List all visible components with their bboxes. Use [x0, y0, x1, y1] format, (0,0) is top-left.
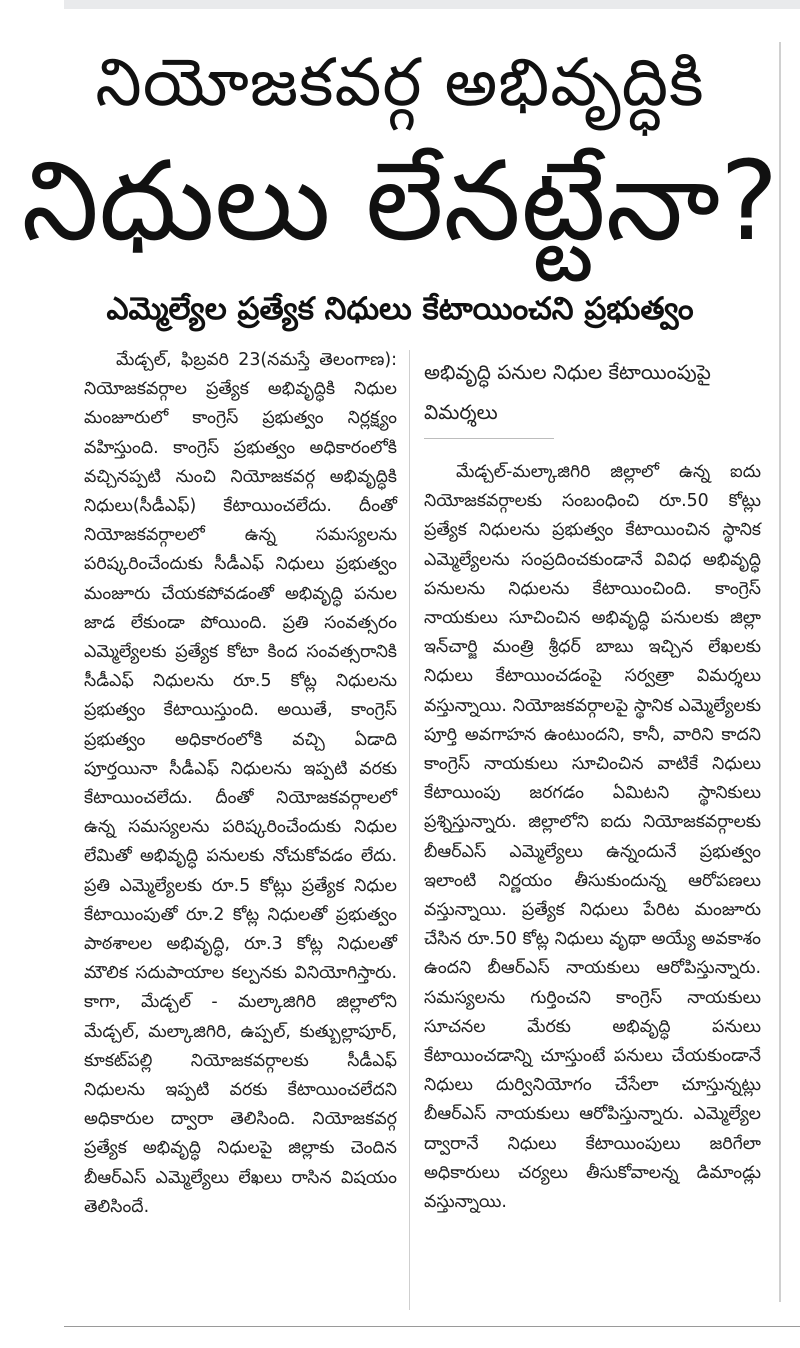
bottom-rule: [64, 1326, 800, 1327]
right-column: [424, 458, 761, 1217]
side-heading-underline: [424, 438, 554, 439]
kicker-line: నియోజకవర్గ అభివృద్ధికి: [95, 44, 705, 121]
left-body-text: మేడ్చల్, ఫిబ్రవరి 23(నమస్తే తెలంగాణ): నియోజకవర్గాల ప్రత్యేక అభివృద్ధికి నిధుల మంజూరులో కాంగ్రెస్ ప్రభుత్వం నిర్లక్ష్యం వహిస్తుంది. కాంగ్రెస్ ప్రభుత్వం అధికారంలోకి వచ్చినప్పటి నుంచి నియోజకవర్గ అభివృద్ధికి నిధులు(సీడీఎఫ్) కేటాయించలేదు. దీంతో నియోజకవర్గాలలో ఉన్న సమస్యలను పరిష్కరించేందుకు సీడీఎఫ్ నిధులు ప్రభుత్వం మంజూరు చేయకపోవడంతో అభివృద్ధి పనుల జాడ లేకుండా పోయింది. ప్రతి సంవత్సరం ఎమ్మెల్యేలకు ప్రత్యేక కోటా కింద సంవత్సరానికి సీడీఎఫ్ నిధులను రూ.5 కోట్ల నిధులను ప్రభుత్వం కేటాయిస్తుంది. అయితే, కాంగ్రెస్ ప్రభుత్వం అధికారంలోకి వచ్చి ఏడాది పూర్తయినా సీడీఎఫ్ నిధులను ఇప్పటి వరకు కేటాయించలేదు. దీంతో నియోజకవర్గాలలో ఉన్న సమస్యలను పరిష్కరించేందుకు నిధుల లేమితో అభివృద్ధి పనులకు నోచుకోవడం లేదు. ప్రతి ఎమ్మెల్యేలకు రూ.5 కోట్లు ప్రత్యేక నిధుల కేటాయింపుతో రూ.2 కోట్ల నిధులతో ప్రభుత్వం పాఠశాలల అభివృద్ధి, రూ.3 కోట్ల నిధులతో మౌలిక సదుపాయాల కల్పనకు వినియోగిస్తారు. కాగా, మేడ్చల్ - మల్కాజిగిరి జిల్లాలోని మేడ్చల్, మల్కాజిగిరి, ఉప్పల్, కుత్బుల్లాపూర్, కూకట్‌పల్లి నియోజకవర్గాలకు సీడీఎఫ్ నిధులను ఇప్పటి వరకు కేటాయించలేదని అధికారుల ద్వారా తెలిసింది. నియోజకవర్గ ప్రత్యేక అభివృద్ధి నిధులపై జిల్లాకు చెందిన బీఆర్ఎస్ ఎమ్మెల్యేలు లేఖలు రాసిన విషయం తెలిసిందే.: [84, 350, 397, 1217]
subheadline: ఎమ్మెల్యేల ప్రత్యేక నిధులు కేటాయించని ప్రభుత్వం: [106, 291, 694, 327]
right-body-text: మేడ్చల్-మల్కాజిగిరి జిల్లాలో ఉన్న ఐదు నియోజకవర్గాలకు సంబంధించి రూ.50 కోట్లు ప్రత్యేక నిధులను ప్రభుత్వం కేటాయించిన స్థానిక ఎమ్మెల్యేలను సంప్రదించకుండానే వివిధ అభివృద్ధి పనులను నిధులను కేటాయించింది. కాంగ్రెస్ నాయకులు సూచించిన అభివృద్ధి పనులకు జిల్లా ఇన్‌చార్జి మంత్రి శ్రీధర్ బాబు ఇచ్చిన లేఖలకు నిధులు కేటాయించడంపై సర్వత్రా విమర్శలు వస్తున్నాయి. నియోజకవర్గాలపై స్థానిక ఎమ్మెల్యేలకు పూర్తి అవగాహన ఉంటుందని, కానీ, వారిని కాదని కాంగ్రెస్ నాయకులు సూచించిన వాటికే నిధులు కేటాయింపు జరగడం ఏమిటని స్థానికులు ప్రశ్నిస్తున్నారు. జిల్లాలోని ఐదు నియోజకవర్గాలకు బీఆర్ఎస్ ఎమ్మెల్యేలు ఉన్నందునే ప్రభుత్వం ఇలాంటి నిర్ణయం తీసుకుందున్న ఆరోపణలు వస్తున్నాయి. ప్రత్యేక నిధులు పేరిట మంజూరు చేసిన రూ.50 కోట్ల నిధులు వృథా అయ్యే అవకాశం ఉందని బీఆర్ఎస్ నాయకులు ఆరోపిస్తున్నారు. సమస్యలను గుర్తించని కాంగ్రెస్ నాయకులు సూచనల మేరకు అభివృద్ధి పనులు కేటాయించడాన్ని చూస్తుంటే పనులు చేయకుండానే నిధులు దుర్వినియోగం చేసేలా చూస్తున్నట్లు బీఆర్ఎస్ నాయకులు ఆరోపిస్తున్నారు. ఎమ్మెల్యేల ద్వారానే నిధులు కేటాయింపులు జరిగేలా అధికారులు చర్యలు తీసుకోవాలన్న డిమాండ్లు వస్తున్నాయి.: [424, 462, 761, 1213]
headline: నిధులు లేనట్టేనా?: [21, 137, 779, 265]
top-band: [64, 0, 800, 9]
side-heading: అభివృద్ధి పనుల నిధుల కేటాయింపుపై విమర్శలు: [424, 360, 711, 424]
column-divider: [409, 350, 410, 1310]
left-column: [84, 346, 397, 1222]
